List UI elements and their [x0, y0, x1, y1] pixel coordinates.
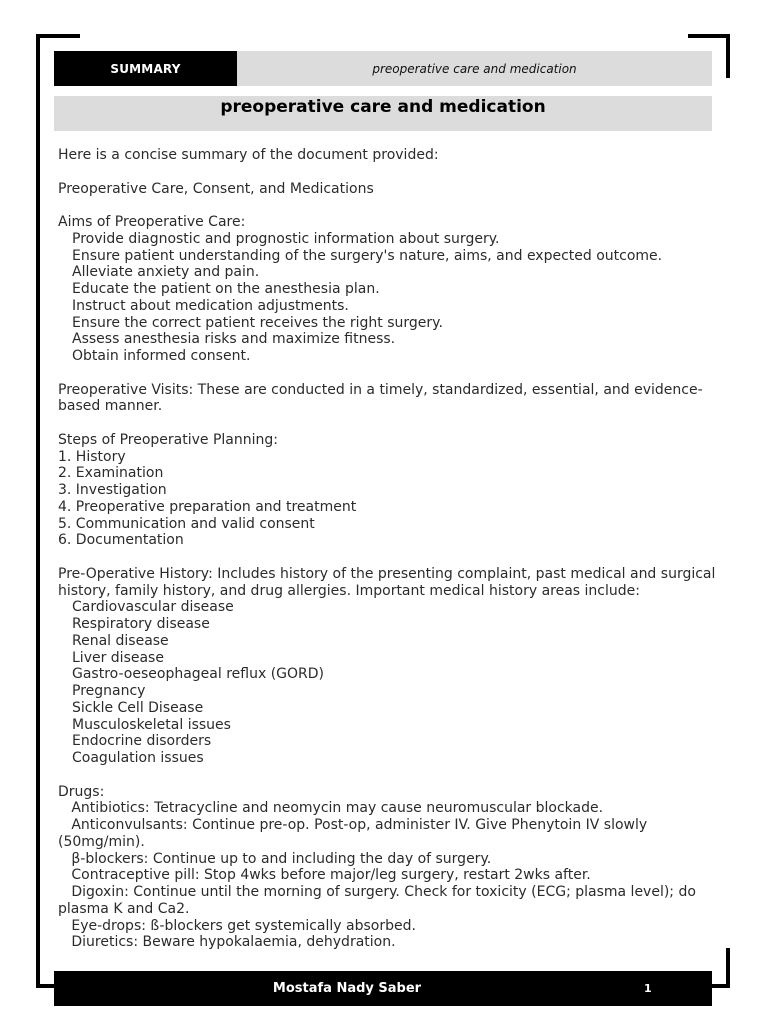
history-item: Renal disease [72, 632, 169, 649]
aims-item: Assess anesthesia risks and maximize fitness. [72, 331, 396, 348]
drugs-heading: Drugs: [58, 783, 105, 800]
steps-item: 4. Preoperative preparation and treatment [58, 498, 357, 515]
document-title: Preoperative Care, Consent, and Medications [58, 180, 374, 197]
aims-item: Alleviate anxiety and pain. [72, 264, 260, 281]
history-item: Musculoskeletal issues [72, 716, 231, 733]
steps-item: 5. Communication and valid consent [58, 515, 315, 532]
border-gap-right [726, 78, 736, 948]
steps-item: 6. Documentation [58, 532, 184, 549]
aims-item: Educate the patient on the anesthesia plan. [72, 281, 380, 297]
aims-item: Instruct about medication adjustments. [72, 297, 349, 314]
drugs-item: Contraceptive pill: Stop 4wks before major/leg surgery, restart 2wks after. [71, 867, 591, 884]
aims-item: Obtain informed consent. [72, 348, 251, 364]
history-item: Coagulation issues [72, 750, 204, 766]
steps-item: 1. History [58, 448, 126, 465]
drugs-item: Digoxin: Continue until the morning of surgery. Check for toxicity (ECG; plasma level); do plasma K and Ca2. [58, 884, 696, 917]
history-item: Gastro-oeseophageal reflux (GORD) [72, 666, 324, 683]
header-subtitle: preoperative care and medication [237, 51, 712, 86]
header-bar [54, 51, 712, 86]
history-item: Sickle Cell Disease [72, 699, 204, 716]
steps-item: 2. Examination [58, 465, 164, 482]
page-number: 1 [644, 982, 652, 995]
document-body [58, 147, 716, 951]
footer-author: Mostafa Nady Saber [272, 981, 422, 996]
drugs-item: Eye-drops: ß-blockers get systemically absorbed. [71, 917, 416, 934]
visits-paragraph: Preoperative Visits: These are conducted in a timely, standardized, essential, and evidence-based manner. [58, 381, 703, 415]
aims-item: Provide diagnostic and prognostic information about surgery. [72, 230, 500, 247]
section-label: SUMMARY [54, 51, 237, 86]
history-item: Respiratory disease [72, 616, 210, 632]
border-gap-top [80, 30, 688, 40]
drugs-item: Anticonvulsants: Continue pre-op. Post-op, administer IV. Give Phenytoin IV slowly (50mg/min). [58, 817, 648, 850]
history-paragraph: Pre-Operative History: Includes history of the presenting complaint, past medical and surgical history, family history, and drug allergies. Important medical history areas include: [58, 565, 716, 599]
footer-bar [54, 971, 712, 1006]
history-item: Liver disease [72, 649, 164, 666]
intro-text: Here is a concise summary of the document provided: [58, 147, 439, 163]
drugs-item: Diuretics: Beware hypokalaemia, dehydration. [71, 934, 396, 951]
aims-item: Ensure the correct patient receives the right surgery. [72, 314, 443, 331]
steps-heading: Steps of Preoperative Planning: [58, 431, 278, 448]
steps-item: 3. Investigation [58, 482, 167, 498]
history-item: Endocrine disorders [72, 733, 212, 750]
history-item: Cardiovascular disease [72, 599, 234, 616]
aims-item: Ensure patient understanding of the surgery's nature, aims, and expected outcome. [72, 247, 663, 264]
drugs-item: β-blockers: Continue up to and including the day of surgery. [71, 850, 492, 867]
title-band [54, 96, 712, 131]
drugs-item: Antibiotics: Tetracycline and neomycin may cause neuromuscular blockade. [71, 800, 604, 817]
page-title: preoperative care and medication [220, 97, 546, 117]
aims-heading: Aims of Preoperative Care: [58, 214, 246, 230]
history-item: Pregnancy [72, 683, 146, 699]
